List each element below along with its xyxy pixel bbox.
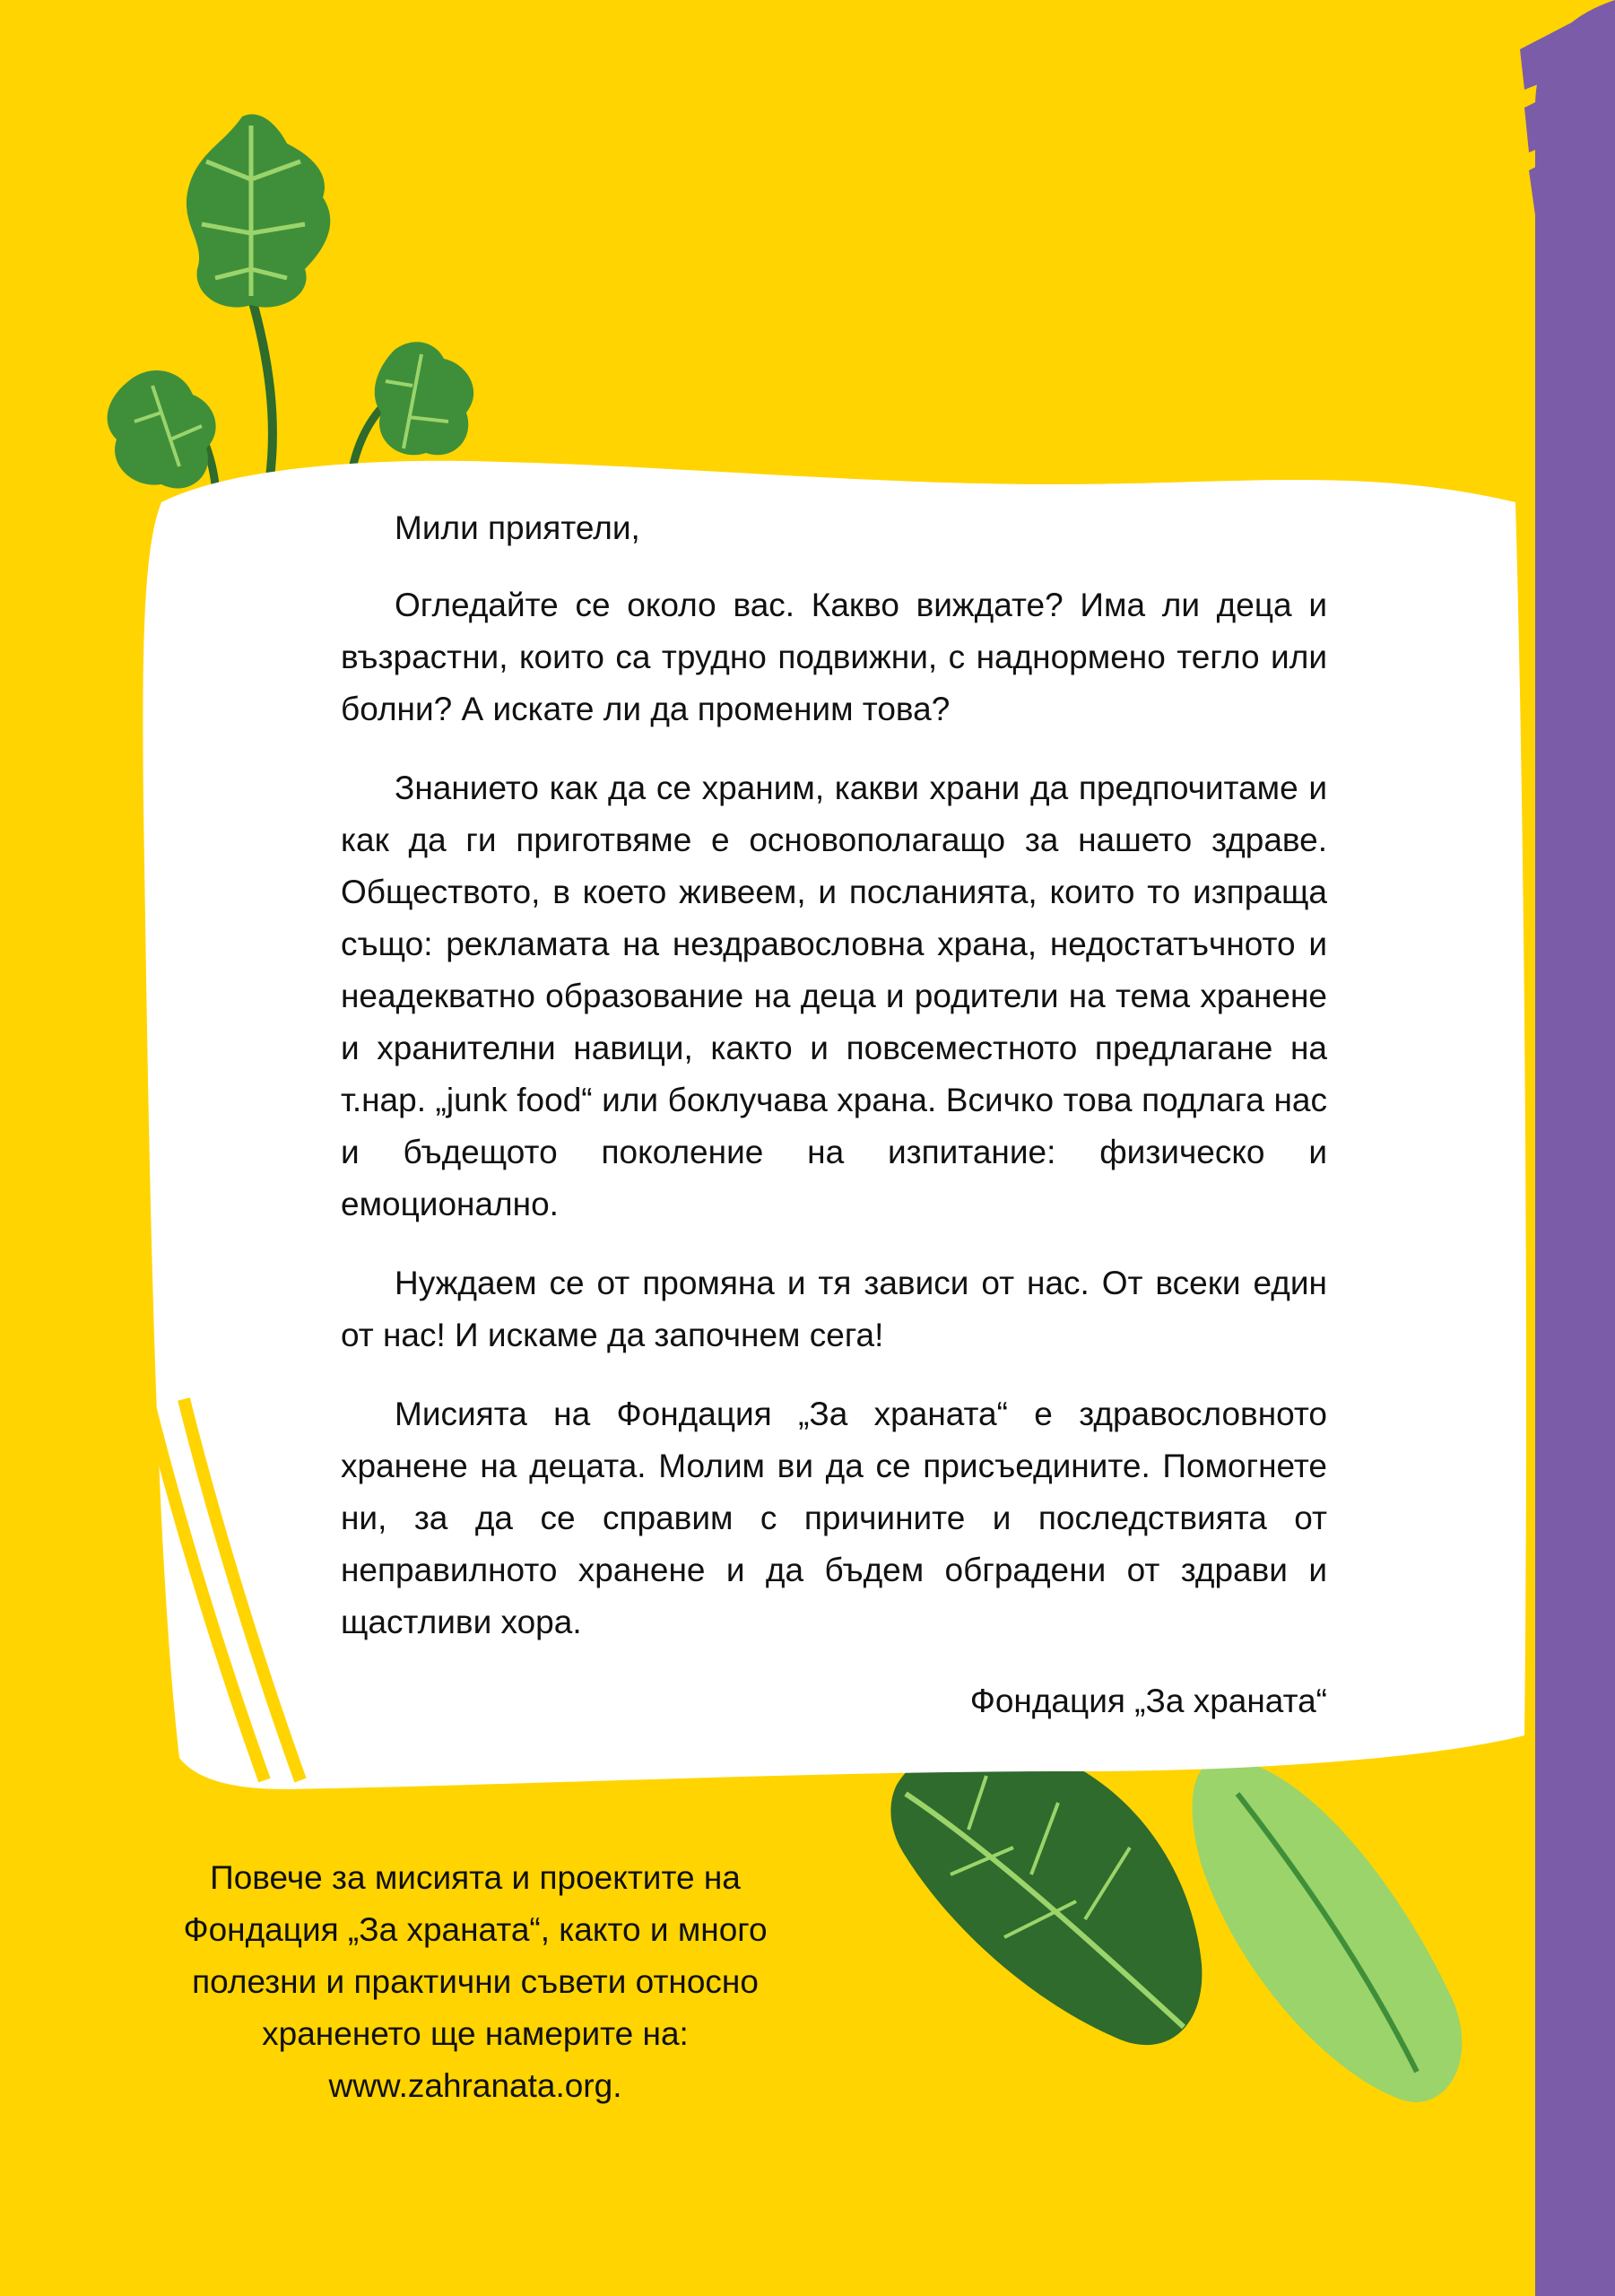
letter-greeting: Мили приятели, xyxy=(395,509,640,546)
letter-paragraph: Нуждаем се от промяна и тя зависи от нас. От всеки един от нас! И искаме да започнем сега! xyxy=(341,1265,1327,1353)
footer-line: Фондация „За храната“, както и много xyxy=(183,1911,768,1948)
footer-note xyxy=(152,1852,798,2112)
letter-paragraph: Мисията на Фондация „За храната“ е здравословното хранене на децата. Молим ви да се присъедините. Помогнете ни, за да се справим с причините и последствията от неправилното хранене и да бъдем обградени от здрави и щастливи хора. xyxy=(341,1396,1327,1640)
website-link[interactable]: www.zahranata.org. xyxy=(328,2067,622,2104)
parsley-icon xyxy=(108,114,474,488)
letter-paragraph: Огледайте се около вас. Какво виждате? Има ли деца и възрастни, които са трудно подвижни, с наднормено тегло или болни? А искате ли да променим това? xyxy=(341,587,1327,727)
leaves-icon xyxy=(890,1743,1462,2102)
letter-paragraph: Знанието как да се храним, какви храни да предпочитаме и как да ги приготвяме е основополагащо за нашето здраве. Обществото, в което живеем, и посланията, които то изпраща също: рекламата на нездравословна храна, недостатъчното и неадекватно образование на деца и родители на тема хранене и хранителни навици, както и повсеместното предлагане на т.нар. „junk food“ или боклучава храна. Всичко това подлага нас и бъдещото поколение на изпитание: физическо и емоционално. xyxy=(341,770,1327,1222)
letter-body xyxy=(341,502,1327,1754)
footer-line: храненето ще намерите на: xyxy=(262,2015,689,2052)
footer-line: полезни и практични съвети относно xyxy=(192,1963,759,2000)
letter-signature: Фондация „За храната“ xyxy=(969,1683,1327,1719)
purple-band xyxy=(1520,0,1615,2296)
footer-line: Повече за мисията и проектите на xyxy=(210,1859,741,1896)
